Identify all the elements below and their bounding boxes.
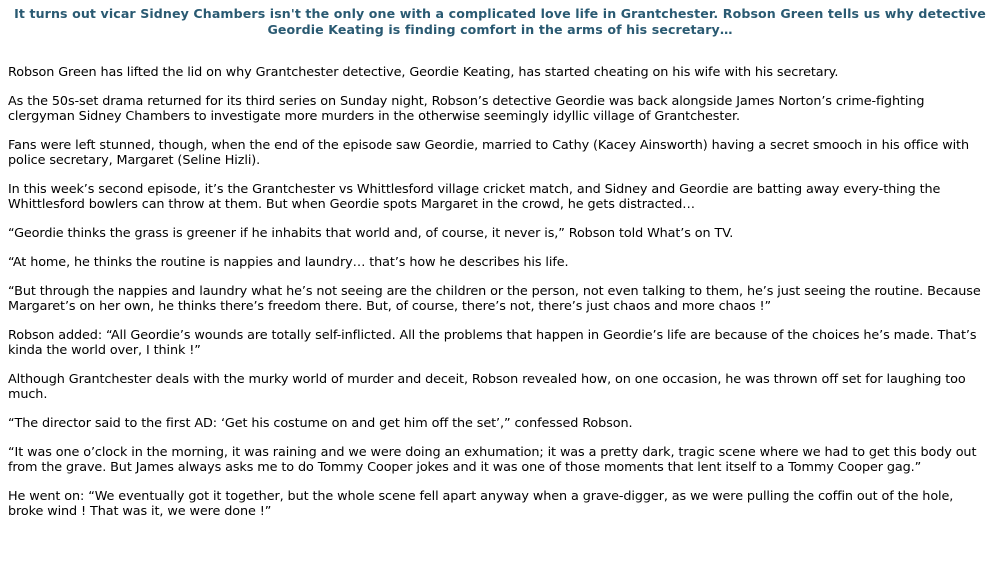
- article-paragraph: Robson Green has lifted the lid on why Grantchester detective, Geordie Keating, has started cheating on his wife with his secretary.: [8, 65, 839, 80]
- article-paragraph: “Geordie thinks the grass is greener if he inhabits that world and, of course, it never is,” Robson told What’s on TV.: [8, 226, 734, 241]
- article-paragraph: Fans were left stunned, though, when the end of the episode saw Geordie, married to Cathy (Kacey Ainsworth) having a secret smooch in his office with police secretary, Margaret (Seline Hizli).: [8, 138, 969, 168]
- article-headline: It turns out vicar Sidney Chambers isn't the only one with a complicated love life in Grantchester. Robson Green tells us why detective Geordie Keating is finding comfort in the arms of his secretary…: [14, 6, 986, 37]
- article-paragraph: In this week’s second episode, it’s the Grantchester vs Whittlesford village cricket match, and Sidney and Geordie are batting away every-thing the Whittlesford bowlers can throw at them. But when Geordie spots Margaret in the crowd, he gets distracted…: [8, 182, 941, 212]
- article-paragraph: He went on: “We eventually got it together, but the whole scene fell apart anyway when a grave-digger, as we were pulling the coffin out of the hole, broke wind ! That was it, we were done !”: [8, 489, 954, 519]
- article-paragraph: Robson added: “All Geordie’s wounds are totally self-inflicted. All the problems that happen in Geordie’s life are because of the choices he’s made. That’s kinda the world over, I think !”: [8, 328, 977, 358]
- article-paragraph: “But through the nappies and laundry what he’s not seeing are the children or the person, not even talking to them, he’s just seeing the routine. Because Margaret’s on her own, he thinks there’s freedom there. But, of course, there’s not, there’s just chaos and more chaos !”: [8, 284, 981, 314]
- article-paragraph: “It was one o’clock in the morning, it was raining and we were doing an exhumation; it was a pretty dark, tragic scene where we had to get this body out from the grave. But James always asks me to do Tommy Cooper jokes and it was one of those moments that lent itself to a Tommy Cooper gag.”: [8, 445, 977, 475]
- article-paragraph: Although Grantchester deals with the murky world of murder and deceit, Robson revealed how, on one occasion, he was thrown off set for laughing too much.: [8, 372, 966, 402]
- article-paragraph: As the 50s-set drama returned for its third series on Sunday night, Robson’s detective Geordie was back alongside James Norton’s crime-fighting clergyman Sidney Chambers to investigate more murders in the otherwise seemingly idyllic village of Grantchester.: [8, 94, 925, 124]
- article-body: [8, 65, 992, 519]
- article-paragraph: “The director said to the first AD: ‘Get his costume on and get him off the set’,” confessed Robson.: [8, 416, 633, 431]
- article-paragraph: “At home, he thinks the routine is nappies and laundry… that’s how he describes his life.: [8, 255, 569, 270]
